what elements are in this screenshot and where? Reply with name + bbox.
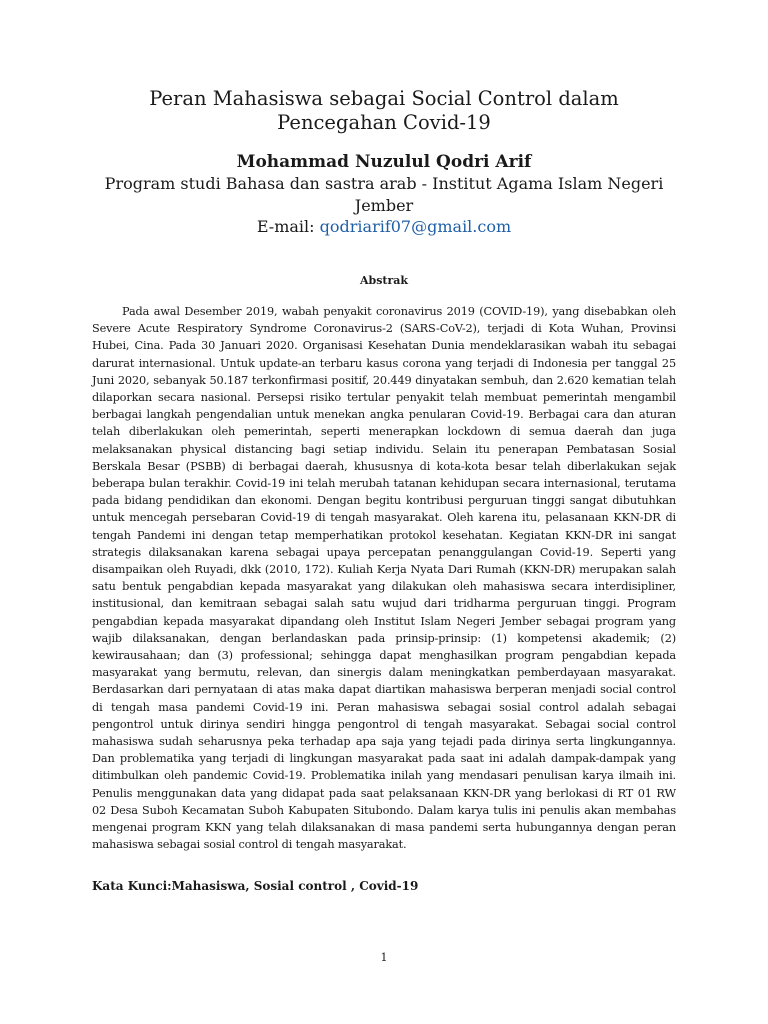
author-name: Mohammad Nuzulul Qodri Arif: [236, 152, 532, 172]
keywords: Kata Kunci:Mahasiswa, Sosial control , Covid-19: [92, 879, 419, 893]
page-number: 1: [380, 951, 388, 964]
email-label: E-mail:: [256, 217, 320, 236]
email-link[interactable]: qodriarif07@gmail.com: [319, 217, 512, 236]
author-email-line: [0, 216, 768, 238]
paper-title-line-1: Peran Mahasiswa sebagai Social Control dalam: [149, 87, 619, 110]
abstract-body: Pada awal Desember 2019, wabah penyakit coronavirus 2019 (COVID-19), yang disebabkan oleh Severe Acute Respiratory Syndrome Coronavirus-2 (SARS-CoV-2), terjadi di Kota Wuhan, Provinsi Hubei, Cina. Pada 30 Januari 2020. Organisasi Kesehatan Dunia mendeklarasikan wabah itu sebagai darurat internasional. Untuk update-an terbaru kasus corona yang terjadi di Indonesia per tanggal 25 Juni 2020, sebanyak 50.187 terkonfirmasi positif, 20.449 dinyatakan sembuh, dan 2.620 kematian telah dilaporkan secara nasional. Persepsi risiko tertular penyakit telah membuat pemerintah mengambil berbagai langkah pengendalian untuk menekan angka penularan Covid-19. Berbagai cara dan aturan telah diberlakukan oleh pemerintah, seperti menerapkan lockdown di semua daerah dan juga melaksanakan physical distancing bagi setiap individu. Selain itu penerapan Pembatasan Sosial Berskala Besar (PSBB) di berbagai daerah, khususnya di kota-kota besar telah diberlakukan sejak beberapa bulan terakhir. Covid-19 ini telah merubah tatanan kehidupan secara internasional, terutama pada bidang pendidikan dan ekonomi. Dengan begitu kontribusi perguruan tinggi sangat dibutuhkan untuk mencegah persebaran Covid-19 di tengah masyarakat. Oleh karena itu, pelasanaan KKN-DR di tengah Pandemi ini dengan tetap memperhatikan protokol kesehatan. Kegiatan KKN-DR ini sangat strategis dilaksanakan karena sebagai upaya percepatan penanggulangan Covid-19. Seperti yang disampaikan oleh Ruyadi, dkk (2010, 172). Kuliah Kerja Nyata Dari Rumah (KKN-DR) merupakan salah satu bentuk pengabdian kepada masyarakat yang dilakukan oleh mahasiswa secara interdisipliner, institusional, dan kemitraan sebagai salah satu wujud dari tridharma perguruan tinggi. Program pengabdian kepada masyarakat dipandang oleh Institut Islam Negeri Jember sebagai program yang wajib dilaksanakan, dengan berlandaskan pada prinsip-prinsip: (1) kompetensi akademik; (2) kewirausahaan; dan (3) professional; sehingga dapat menghasilkan program pengabdian kepada masyarakat yang bermutu, relevan, dan sinergis dalam meningkatkan pemberdayaan masyarakat. Berdasarkan dari pernyataan di atas maka dapat diartikan mahasiswa berperan menjadi social control di tengah masa pandemi Covid-19 ini. Peran mahasiswa sebagai sosial control adalah sebagai pengontrol untuk dirinya sendiri hingga pengontrol di tengah masyarakat. Sebagai social control mahasiswa sudah seharusnya peka terhadap apa saja yang tejadi pada dirinya serta lingkungannya. Dan problematika yang terjadi di lingkungan masyarakat pada saat ini adalah dampak-dampak yang ditimbulkan oleh pandemic Covid-19. Problematika inilah yang mendasari penulisan karya ilmaih ini. Penulis menggunakan data yang didapat pada saat pelaksanaan KKN-DR yang berlokasi di RT 01 RW 02 Desa Suboh Kecamatan Suboh Kabupaten Situbondo. Dalam karya tulis ini penulis akan membahas mengenai program KKN yang telah dilaksanakan di masa pandemi serta hubungannya dengan peran mahasiswa sebagai sosial control di tengah masyarakat.: [92, 305, 676, 852]
abstract-heading: Abstrak: [359, 274, 409, 287]
author-affiliation: Program studi Bahasa dan sastra arab - Institut Agama Islam Negeri Jember: [104, 174, 664, 215]
paper-title: [0, 87, 768, 135]
paper-title-line-2: Pencegahan Covid-19: [277, 111, 491, 134]
